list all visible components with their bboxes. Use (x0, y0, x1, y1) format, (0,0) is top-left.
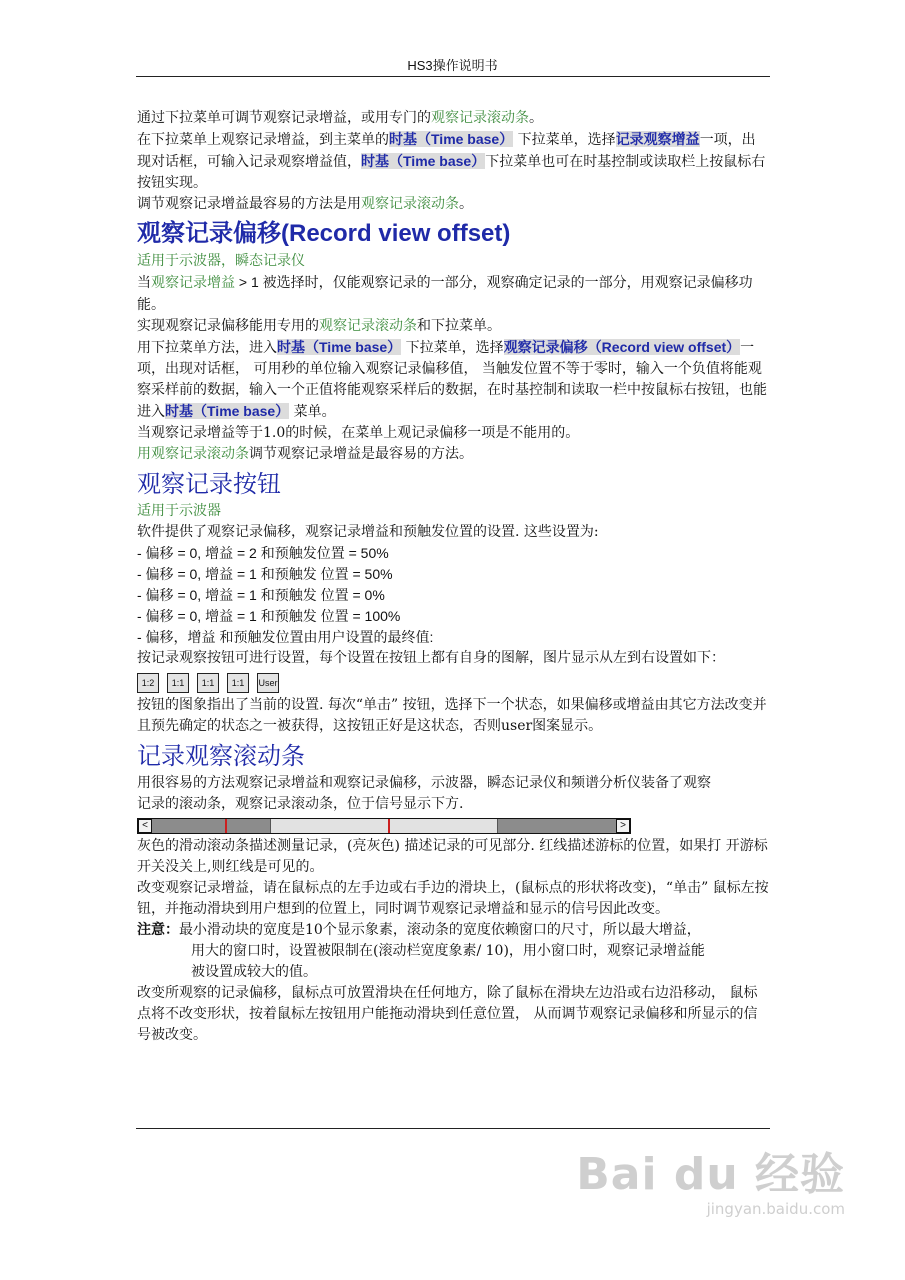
paragraph: 当观察记录增益等于1.0的时候，在菜单上观记录偏移一项是不能用的。 (137, 425, 580, 441)
scroll-left-arrow-icon[interactable]: < (138, 819, 152, 833)
paragraph: 改变所观察的记录偏移，鼠标点可放置滑块在任何地方，除了鼠标在滑块左边沿或右边沿移动， 鼠标点将不改变形状，按着鼠标左按钮用户能拖动滑块到任意位置， 从而调节观察记录偏移和所显示的信号被改变。 (137, 985, 758, 1043)
applies-to: 适用于示波器 (137, 503, 221, 519)
applies-to: 适用于示波器，瞬态记录仪 (137, 253, 305, 269)
settings-item: - 偏移 = 0, 增益 = 1 和预触发 位置 = 50% (137, 566, 393, 582)
paragraph: 软件提供了观察记录偏移，观察记录增益和预触发位置的设置. 这些设置为: (137, 524, 599, 540)
zoom-1-1-right-button[interactable]: 1:1 (227, 673, 249, 693)
zoom-1-1-left-button[interactable]: 1:1 (197, 673, 219, 693)
paragraph: 按记录观察按钮可进行设置，每个设置在按钮上都有自身的图解，图片显示从左到右设置如下： (137, 650, 725, 666)
paragraph: 改变观察记录增益，请在鼠标点的左手边或右手边的滑块上，(鼠标点的形状将改变)，“单击” 鼠标左按钮，并拖动滑块到用户想到的位置上，同时调节观察记录增益和显示的信号因此改变。 (137, 880, 769, 917)
paragraph: 按钮的图象指出了当前的设置. 每次“单击” 按钮，选择下一个状态，如果偏移或增益由其它方法改变并且预先确定的状态之一被获得，这按钮正好是这状态，否则user图案显示。 (137, 697, 767, 734)
document-body (137, 108, 769, 1046)
settings-item: - 偏移 = 0, 增益 = 1 和预触发 位置 = 100% (137, 608, 401, 624)
paragraph: 用下拉菜单方法，进入时基（Time base） 下拉菜单，选择观察记录偏移（Record view offset）一项，出现对话框， 可用秒的单位输入观察记录偏移值， 当触发位置不等于零时，输入一个负值将能观察采样前的数据，输入一个正值将能观察采样后的数据，在时基控制和读取一栏中按鼠标右按钮，也能进入时基（Time base） 菜单。 (137, 339, 767, 420)
paragraph: 灰色的滑动滚动条描述测量记录，(亮灰色) 描述记录的可见部分. 红线描述游标的位置，如果打 开游标开关没关上,则红线是可见的。 (137, 838, 768, 875)
cursor-marker (388, 819, 390, 833)
watermark-brand: Bai du 经验 (576, 1149, 845, 1200)
watermark-url: jingyan.baidu.com (706, 1200, 845, 1218)
record-view-offset-ref[interactable]: 观察记录偏移（Record view offset） (503, 339, 741, 355)
section-heading-record-view-offset: 观察记录偏移(Record view offset) (137, 220, 511, 247)
settings-item: - 偏移 = 0, 增益 = 2 和预触发位置 = 50% (137, 545, 389, 561)
paragraph: 通过下拉菜单可调节观察记录增益，或用专门的观察记录滚动条。 (137, 110, 543, 126)
section-heading-record-view-buttons: 观察记录按钮 (137, 470, 281, 498)
scroll-right-arrow-icon[interactable]: > (616, 819, 630, 833)
section-heading-record-view-scrollbar: 记录观察滚动条 (137, 742, 305, 770)
paragraph: 实现观察记录偏移能用专用的观察记录滚动条和下拉菜单。 (137, 318, 501, 334)
note-block (137, 920, 769, 941)
header-divider (136, 76, 770, 77)
paragraph: 当观察记录增益 > 1 被选择时，仅能观察记录的一部分，观察确定记录的一部分，用观察记录偏移功能。 (137, 274, 753, 312)
timebase-menu-ref[interactable]: 时基（Time base） (277, 339, 402, 355)
record-view-scrollbar[interactable] (137, 818, 631, 834)
zoom-1-2-button[interactable]: 1:2 (137, 673, 159, 693)
baidu-jingyan-watermark (576, 1150, 845, 1218)
scrollbar-thumb[interactable] (270, 819, 498, 833)
note-line: 用大的窗口时，设置被限制在(滚动栏宽度象素/ 10)，用小窗口时，观察记录增益能 (191, 943, 705, 959)
cursor-marker (225, 819, 227, 833)
paragraph: 调节观察记录增益最容易的方法是用观察记录滚动条。 (137, 196, 473, 212)
timebase-menu-ref[interactable]: 时基（Time base） (165, 403, 290, 419)
record-view-gain-ref[interactable]: 记录观察增益 (615, 131, 700, 147)
note-line: 被设置成较大的值。 (191, 964, 317, 980)
footer-divider (136, 1128, 770, 1129)
note-label: 注意： (137, 922, 179, 938)
paragraph: 用观察记录滚动条调节观察记录增益是最容易的方法。 (137, 446, 473, 462)
timebase-menu-ref[interactable]: 时基（Time base） (389, 131, 514, 147)
timebase-menu-ref[interactable]: 时基（Time base） (361, 153, 486, 169)
page-header-title: HS3操作说明书 (407, 58, 498, 73)
scrollbar-link[interactable]: 观察记录滚动条 (431, 110, 529, 126)
zoom-1-1-center-button[interactable]: 1:1 (167, 673, 189, 693)
paragraph: 记录的滚动条，观察记录滚动条，位于信号显示下方. (137, 796, 464, 812)
scrollbar-link[interactable]: 观察记录滚动条 (361, 196, 459, 212)
settings-item: - 偏移 = 0, 增益 = 1 和预触发 位置 = 0% (137, 587, 385, 603)
note-line: 最小滑动块的宽度是10个显示象素，滚动条的宽度依赖窗口的尺寸，所以最大增益， (179, 922, 701, 938)
user-setting-button[interactable]: User (257, 673, 279, 693)
gain-link[interactable]: 观察记录增益 (151, 275, 235, 291)
scrollbar-link[interactable]: 用观察记录滚动条 (137, 446, 249, 462)
record-view-button-row (137, 673, 769, 693)
settings-item: - 偏移，增益 和预触发位置由用户设置的最终值: (137, 629, 434, 645)
paragraph: 在下拉菜单上观察记录增益，到主菜单的时基（Time base） 下拉菜单，选择记录观察增益一项，出现对话框，可输入记录观察增益值，时基（Time base）下拉菜单也可在时基控制或读取栏上按鼠标右按钮实现。 (137, 131, 766, 191)
scrollbar-link[interactable]: 观察记录滚动条 (319, 318, 417, 334)
paragraph: 用很容易的方法观察记录增益和观察记录偏移，示波器，瞬态记录仪和频谱分析仪装备了观察 (137, 775, 711, 791)
